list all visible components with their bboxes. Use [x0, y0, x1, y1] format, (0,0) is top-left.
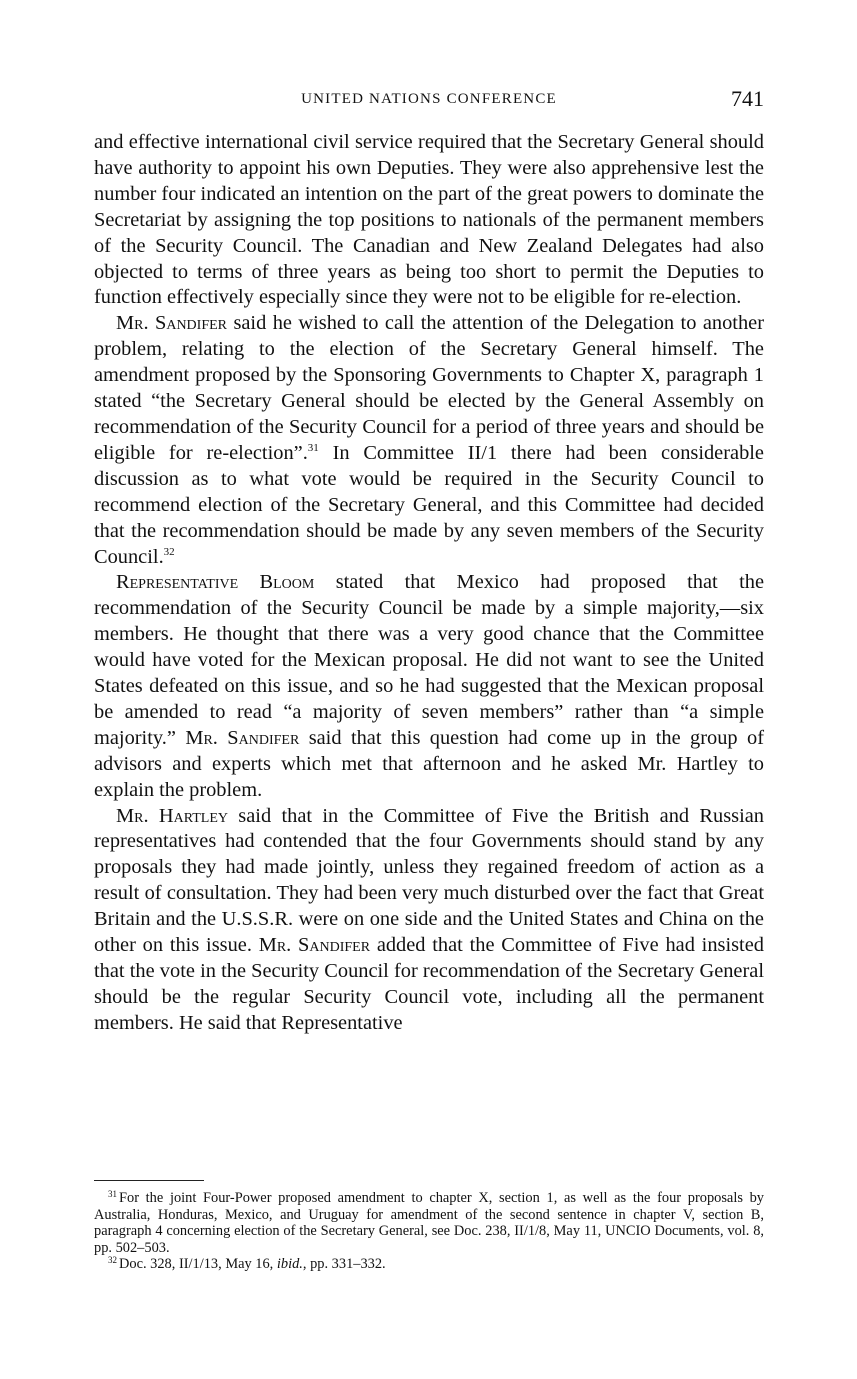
speaker-name: Mr. Sandifer [185, 726, 300, 749]
running-head: UNITED NATIONS CONFERENCE [301, 91, 557, 107]
paragraph-3 [94, 570, 764, 803]
paragraph-text: said he wished to call the attention of the Delegation to another problem, relating to the election of the Secretary General himself. The amendment proposed by the Sponsoring Governments to Chapter X, paragraph 1 stated “the Secretary General should be elected by the General Assembly on recommendation of the Security Council for a period of three years and should be eligible for re-election”. [94, 312, 764, 464]
footnote-text: For the joint Four-Power proposed amendment to chapter X, section 1, as well as the four proposals by Australia, Honduras, Mexico, and Uruguay for amendment of the second sentence in chapter V, section B, paragraph 4 concerning election of the Secretary General, see Doc. 238, II/1/8, May 11, UNCIO Documents, vol. 8, pp. 502–503. [94, 1190, 764, 1256]
body-text [94, 130, 764, 1037]
speaker-name: Mr. Sandifer [116, 312, 228, 335]
paragraph-text: stated that Mexico had proposed that the recommendation of the Security Council be made by a simple majority,—six members. He thought that there was a very good chance that the Committee would have voted for the Mexican proposal. He did not want to see the United States defeated on this issue, and so he had suggested that the Mexican proposal be amended to read “a majority of seven members” rather than “a simple majority.” [94, 571, 764, 749]
speaker-name: Mr. Hartley [116, 804, 228, 827]
footnote-mark: 32 [108, 1255, 117, 1266]
page-number: 741 [731, 86, 764, 111]
footnote-text: , pp. 331–332. [302, 1256, 386, 1273]
speaker-name: Mr. Sandifer [258, 934, 371, 957]
footnote-mark: 31 [108, 1189, 117, 1199]
paragraph-text: In Committee II/1 there had been considerable discussion as to what vote would be required in the Security Council to recommend election of the Secretary General, and this Committee had decided that the recommendation should be made by any seven members of the Security Council. [94, 441, 764, 568]
page-header [94, 86, 764, 116]
footnote-32 [94, 1256, 764, 1273]
paragraph-2 [94, 311, 764, 570]
footnote-text: Doc. 328, II/1/13, May 16, [119, 1256, 277, 1273]
footnotes [94, 1190, 764, 1273]
paragraph-text: added that the Committee of Five had insisted that the vote in the Security Council for recommendation of the Secretary General should be the regular Security Council vote, including all the permanent members. He said that Representative [94, 934, 764, 1034]
footnote-ibid: ibid. [276, 1256, 303, 1273]
paragraph-1: and effective international civil service required that the Secretary General should have authority to appoint his own Deputies. They were also apprehensive lest the number four indicated an intention on the part of the great powers to dominate the Secretariat by assigning the top positions to nationals of the permanent members of the Security Council. The Canadian and New Zealand Delegates had also objected to terms of three years as being too short to permit the Deputies to function effectively especially since they were not to be eligible for re-election. [94, 131, 764, 309]
speaker-name: Representative Bloom [116, 571, 315, 594]
paragraph-4 [94, 804, 764, 1037]
paragraph-text: said that this question had come up in the group of advisors and experts which met that afternoon and he asked Mr. Hartley to explain the problem. [94, 726, 764, 801]
footnote-divider [94, 1180, 204, 1181]
paragraph-text: said that in the Committee of Five the British and Russian representatives had contended that the four Governments should stand by any proposals they had made jointly, unless they regained freedom of action as a result of consultation. They had been very much disturbed over the fact that Great Britain and the U.S.S.R. were on one side and the United States and China on the other on this issue. [94, 804, 764, 957]
footnote-ref-32: 32 [163, 545, 175, 558]
footnote-31 [94, 1190, 764, 1256]
footnote-ref-31: 31 [307, 441, 319, 454]
